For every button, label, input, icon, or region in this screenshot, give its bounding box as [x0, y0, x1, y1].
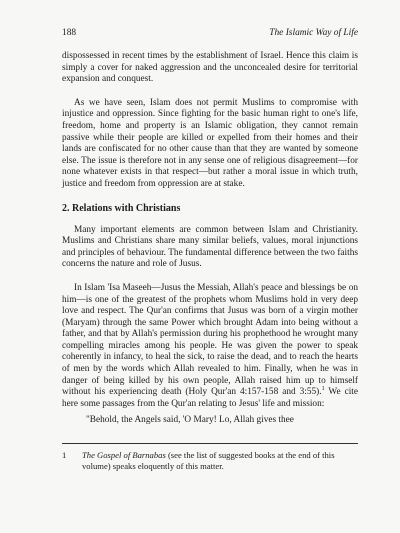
page-header	[62, 27, 358, 39]
footnote-title: The Gospel of Barnabas	[82, 450, 166, 461]
paragraph-common-elements: Many important elements are common between Islam and Christianity. Muslims and Christians share many similar beliefs, values, moral injunctions and principles of behaviour. The fundamental difference between the two faiths concerns the nature and role of Jusus.	[62, 224, 358, 270]
page-number: 188	[62, 28, 77, 38]
section-heading: 2. Relations with Christians	[62, 202, 181, 214]
footnote-text: (see the list of suggested books at the end of this volume) speaks eloquently of this matter.	[82, 450, 335, 472]
paragraph-injustice: As we have seen, Islam does not permit Muslims to compromise with injustice and oppression. Since fighting for the basic human right to one's life, freedom, home and property is an Islamic obligation, they cannot remain passive while their people are killed or expelled from their homes and their lands are confiscated for no other cause than that they are wanted by someone else. The issue is therefore not in any sense one of religious disagreement—for none whatever exists in that respect—but rather a moral issue in which truth, justice and freedom from oppression are at stake.	[62, 97, 358, 189]
paragraph-continuation: dispossessed in recent times by the establishment of Israel. Hence this claim is simply a cover for naked aggression and the unconcealed desire for territorial expansion and conquest.	[62, 51, 358, 85]
footnote-number: 1	[62, 450, 67, 461]
quotation: "Behold, the Angels said, 'O Mary! Lo, Allah gives thee	[86, 415, 294, 426]
paragraph-isa-maseeh	[62, 283, 358, 411]
paragraph-isa-main: In Islam 'Isa Maseeh—Jusus the Messiah, Allah's peace and blessings be on him—is one of the greatest of the prophets whom Muslims hold in very deep love and respect. The Qur'an confirms that Jusus was born of a virgin mother (Maryam) through the same Power which brought Adam into being without a father, and that by Allah's permission during his prophethood he wrought many compelling miracles among his people. He was given the power to speak coherently in infancy, to heal the sick, to raise the dead, and to reach the hearts of men by the words which Allah revealed to him. Finally, when he was in danger of being killed by his own people, Allah raised him up to himself without his experiencing death (Holy Qur'an 4:157-158 and 3:55).	[62, 282, 358, 398]
paragraph-isa-tail: We cite here some passages from the Qur'an relating to Jesus' life and mission:	[62, 387, 358, 409]
footnote	[62, 450, 358, 472]
running-title: The Islamic Way of Life	[269, 28, 358, 38]
footnote-body	[82, 450, 358, 472]
footnote-divider	[62, 443, 358, 444]
footnote-reference: 1	[321, 386, 325, 393]
